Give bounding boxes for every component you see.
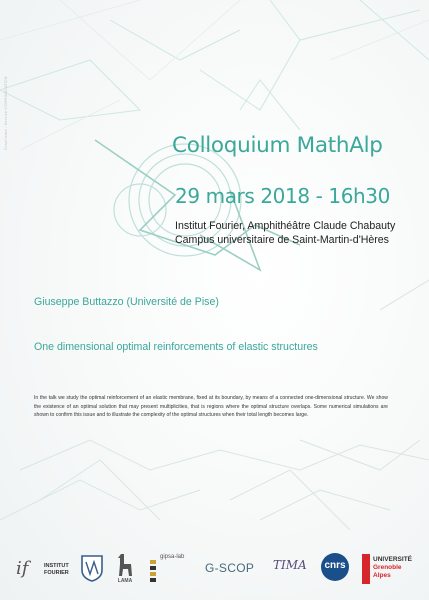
event-venue — [175, 219, 415, 247]
venue-line-2: Campus universitaire de Saint-Martin-d'Hères — [175, 234, 389, 246]
tima-logo: TIMA — [273, 558, 307, 572]
gipsa-stack-icon — [148, 554, 158, 584]
design-credit: Graphisme : Service COMMUNICATION — [4, 76, 8, 150]
uga-logo — [362, 554, 420, 584]
gipsa-lab-logo — [148, 554, 188, 584]
ujf-shield-icon — [80, 554, 104, 582]
uga-label — [373, 556, 412, 580]
llama-icon — [113, 552, 137, 578]
event-title: Colloquium MathAlp — [172, 133, 383, 158]
talk-title: One dimensional optimal reinforcements of elastic structures — [34, 341, 318, 353]
speaker-name: Giuseppe Buttazzo (Université de Pise) — [34, 296, 219, 308]
uga-line-2: Grenoble — [373, 564, 402, 571]
institut-fourier-label: INSTITUT FOURIER — [44, 563, 69, 576]
partner-logos — [0, 540, 429, 600]
gscop-logo: G-SCOP — [205, 561, 255, 575]
gipsa-lab-label: gipsa-lab — [160, 554, 185, 560]
ujf-logo — [80, 554, 104, 582]
venue-line-1: Institut Fourier, Amphithéâtre Claude Chabauty — [175, 220, 396, 232]
institut-fourier-mark-icon: if — [16, 558, 29, 579]
talk-abstract: In the talk we study the optimal reinforcement of an elastic membrane, fixed at its boundary, by means of a connected one-dimensional structure. We show the existence of an optimal solution that may present multiplicities, that is regions where the optimal structure overlaps. Some numerical simulations are shown to confirm this issue and to illustrate the complexity of the optimal structures when their total length becomes large. — [34, 395, 388, 419]
event-date: 29 mars 2018 - 16h30 — [175, 184, 390, 208]
uga-line-1: UNIVERSITÉ — [373, 556, 413, 563]
institut-fourier-logo — [16, 558, 76, 584]
cnrs-label: cnrs — [324, 560, 346, 571]
uga-red-bar — [362, 554, 370, 584]
lama-logo — [113, 552, 137, 586]
uga-line-3: Alpes — [373, 572, 391, 579]
lama-label: LAMA — [117, 578, 133, 584]
cnrs-logo — [320, 552, 350, 582]
